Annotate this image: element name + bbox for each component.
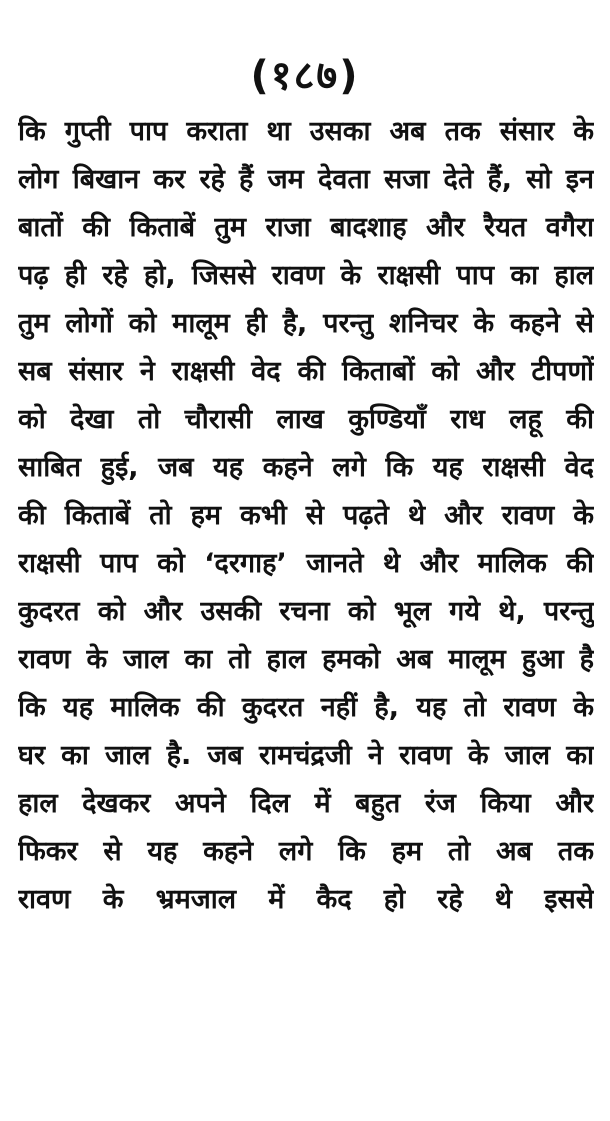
text-line: रावण के भ्रमजाल में कैद हो रहे थे इससे xyxy=(18,884,594,915)
text-line: बातों की किताबें तुम राजा बादशाह और रैयत वगैरा xyxy=(18,212,594,243)
text-line: कि यह मालिक की कुदरत नहीं है, यह तो रावण के xyxy=(18,692,594,723)
text-line: कुदरत को और उसकी रचना को भूल गये थे, परन्तु xyxy=(18,596,594,627)
text-line: घर का जाल है. जब रामचंद्रजी ने रावण के जाल का xyxy=(18,740,594,771)
text-line: हाल देखकर अपने दिल में बहुत रंज किया और xyxy=(18,788,594,819)
text-line: कि गुप्ती पाप कराता था उसका अब तक संसार के xyxy=(18,116,594,147)
text-line: सब संसार ने राक्षसी वेद की किताबों को और टीपणों xyxy=(18,356,594,387)
text-line: को देखा तो चौरासी लाख कुण्डियाँ राध लहू की xyxy=(18,404,594,435)
body-text xyxy=(18,108,594,924)
text-line: साबित हुई, जब यह कहने लगे कि यह राक्षसी वेद xyxy=(18,452,594,483)
text-line: पढ़ ही रहे हो, जिससे रावण के राक्षसी पाप का हाल xyxy=(18,260,594,291)
text-line: लोग बिखान कर रहे हैं जम देवता सजा देते हैं, सो इन xyxy=(18,164,594,195)
text-line: फिकर से यह कहने लगे कि हम तो अब तक xyxy=(18,836,594,867)
text-line: रावण के जाल का तो हाल हमको अब मालूम हुआ है xyxy=(18,644,594,675)
text-line: तुम लोगों को मालूम ही है, परन्तु शनिचर के कहने से xyxy=(18,308,594,339)
text-line: राक्षसी पाप को ‘दरगाह’ जानते थे और मालिक की xyxy=(18,548,594,579)
page-number: (१८७) xyxy=(250,53,360,99)
text-line: की किताबें तो हम कभी से पढ़ते थे और रावण के xyxy=(18,500,594,531)
